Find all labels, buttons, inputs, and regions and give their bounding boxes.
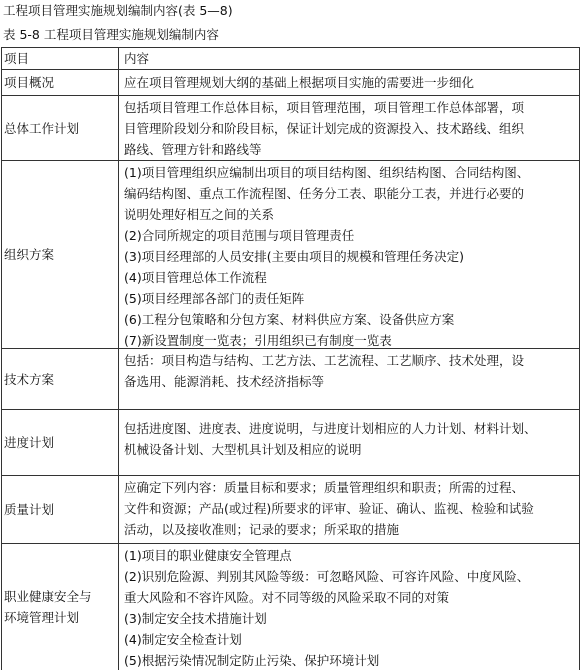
table-header-row <box>2 48 580 70</box>
table-row <box>2 70 580 96</box>
content-line: 活动，以及接收准则；记录的要求；所采取的措施 <box>124 522 400 537</box>
table-caption: 表 5-8 工程项目管理实施规划编制内容 <box>3 27 219 42</box>
content-line: (6)工程分包策略和分包方案、材料供应方案、设备供应方案 <box>124 312 455 327</box>
row-content <box>119 161 580 348</box>
row-item-quality: 质量计划 <box>2 476 119 543</box>
content-line: (7)新设置制度一览表；引用组织已有制度一览表 <box>124 333 392 348</box>
row-item-overview: 项目概况 <box>2 70 119 95</box>
content-line: 应确定下列内容：质量目标和要求；质量管理组织和职责；所需的过程、 <box>124 480 525 495</box>
content-line: 应在项目管理规划大纲的基础上根据项目实施的需要进一步细化 <box>124 75 475 90</box>
content-line: 文件和资源；产品(或过程)所要求的评审、验证、确认、监视、检验和试验 <box>124 501 534 516</box>
content-line: 重大风险和不容许风险。对不同等级的风险采取不同的对策 <box>124 590 450 605</box>
content-table <box>1 47 580 670</box>
row-content <box>119 410 580 475</box>
document-title: 工程项目管理实施规划编制内容(表 5—8) <box>3 3 233 18</box>
row-item-overall-plan: 总体工作计划 <box>2 96 119 160</box>
table-row <box>2 476 580 544</box>
row-content <box>119 96 580 160</box>
content-line: 包括项目管理工作总体目标，项目管理范围，项目管理工作总体部署，项 <box>124 100 525 115</box>
table-row <box>2 161 580 349</box>
content-line: 说明处理好相互之间的关系 <box>124 207 275 222</box>
content-line: 机械设备计划、大型机具计划及相应的说明 <box>124 442 362 457</box>
content-line: (5)项目经理部各部门的责任矩阵 <box>124 291 305 306</box>
content-line: (2)识别危险源、判别其风险等级：可忽略风险、可容许风险、中度风险、 <box>124 569 530 584</box>
row-item-ohs-environment <box>2 544 119 670</box>
header-content: 内容 <box>119 48 580 69</box>
content-line: 包括进度图、进度表、进度说明，与进度计划相应的人力计划、材料计划、 <box>124 421 537 436</box>
content-line: (2)合同所规定的项目范围与项目管理责任 <box>124 228 355 243</box>
content-line: 编码结构图、重点工作流程图、任务分工表、职能分工表，并进行必要的 <box>124 186 525 201</box>
content-line: (4)项目管理总体工作流程 <box>124 270 267 285</box>
row-content <box>119 476 580 543</box>
row-content <box>119 349 580 409</box>
content-line: 目管理阶段划分和阶段目标，保证计划完成的资源投入、技术路线、组织 <box>124 121 525 136</box>
table-row <box>2 96 580 161</box>
content-line: (1)项目的职业健康安全管理点 <box>124 548 292 563</box>
content-line: (1)项目管理组织应编制出项目的项目结构图、组织结构图、合同结构图、 <box>124 165 530 180</box>
content-line: (3)制定安全技术措施计划 <box>124 611 267 626</box>
row-item-organization: 组织方案 <box>2 161 119 348</box>
header-item: 项目 <box>2 48 119 69</box>
table-row <box>2 349 580 410</box>
content-line: 备选用、能源消耗、技术经济指标等 <box>124 374 325 389</box>
item-line: 职业健康安全与 <box>4 589 92 604</box>
content-line: (5)根据污染情况制定防止污染、保护环境计划 <box>124 653 380 668</box>
row-content <box>119 70 580 95</box>
row-item-technical: 技术方案 <box>2 349 119 409</box>
content-line: (3)项目经理部的人员安排(主要由项目的规模和管理任务决定) <box>124 249 464 264</box>
table-row <box>2 544 580 670</box>
table-row <box>2 410 580 476</box>
content-line: (4)制定安全检查计划 <box>124 632 242 647</box>
content-line: 包括：项目构造与结构、工艺方法、工艺流程、工艺顺序、技术处理，设 <box>124 353 525 368</box>
row-content <box>119 544 580 670</box>
item-line: 环境管理计划 <box>4 610 80 625</box>
row-item-schedule: 进度计划 <box>2 410 119 475</box>
content-line: 路线、管理方针和路线等 <box>124 142 262 157</box>
